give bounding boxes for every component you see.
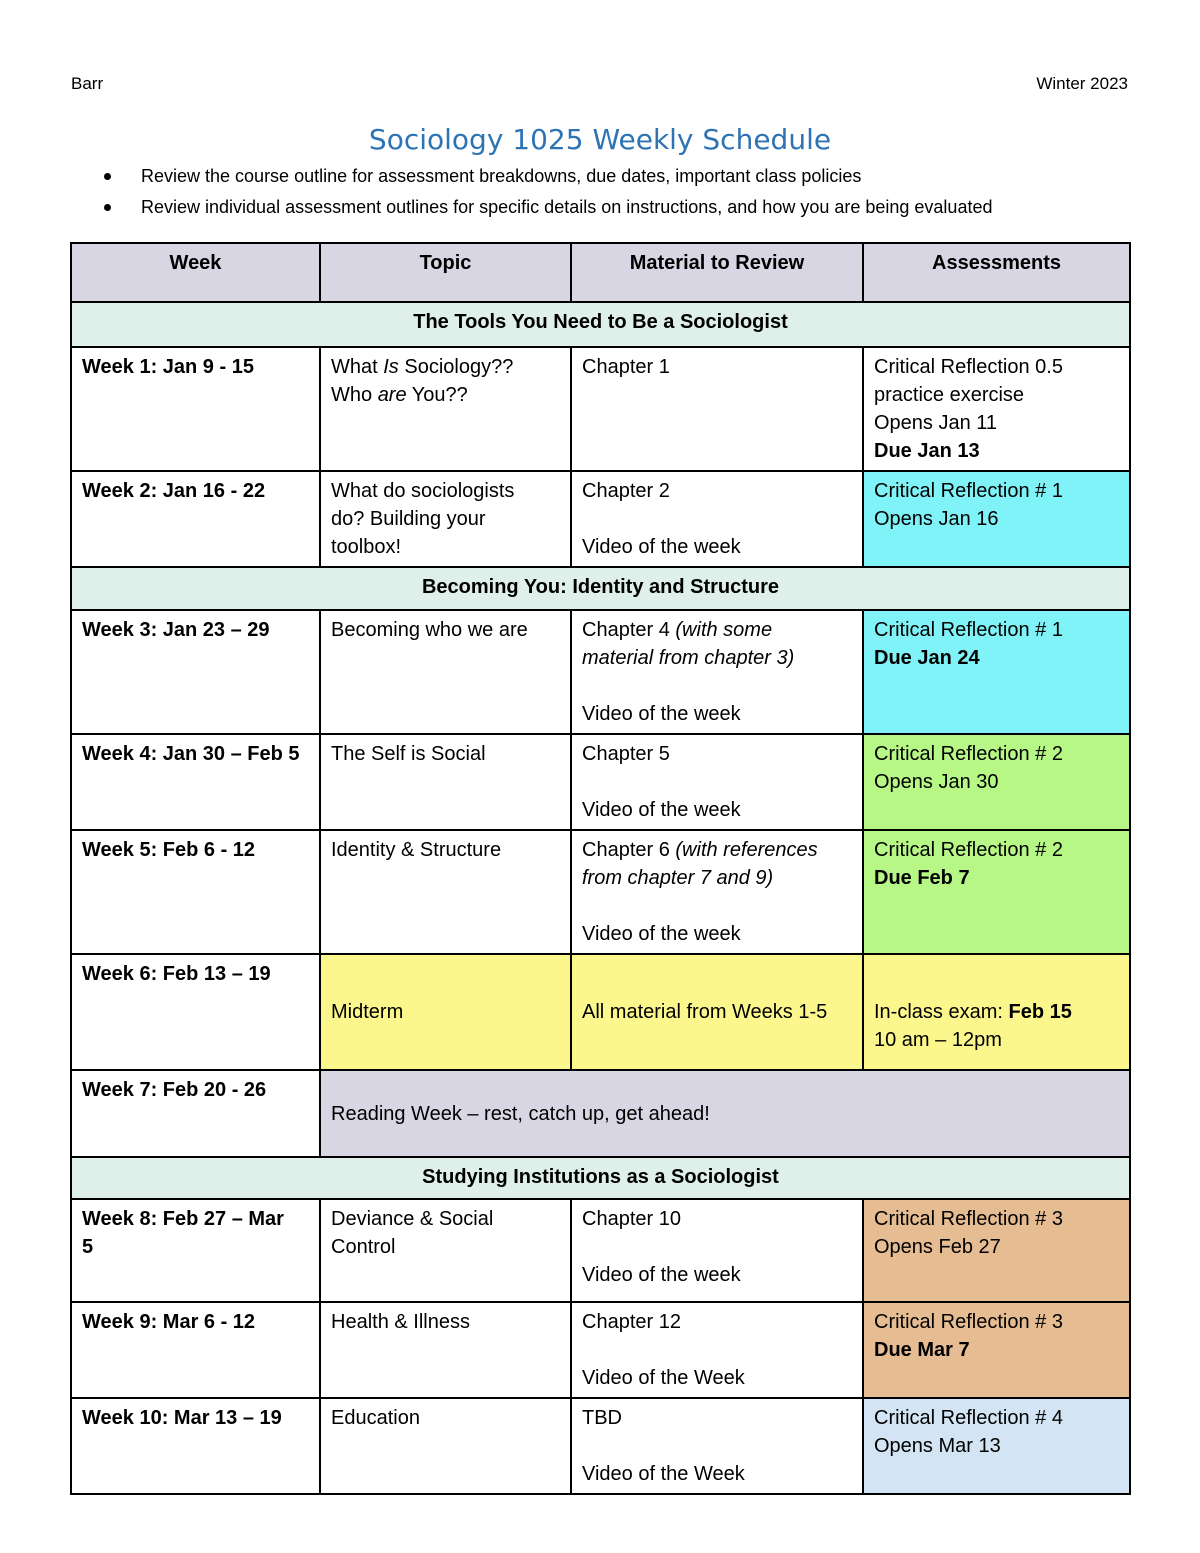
table-row [71,830,1130,954]
week-cell: Week 6: Feb 13 – 19 [71,954,320,1070]
reading-week-cell: Reading Week – rest, catch up, get ahead! [320,1070,1130,1157]
material-cell: Chapter 6 (with references from chapter 7 and 9) Video of the week [571,830,863,954]
week-cell: Week 5: Feb 6 - 12 [71,830,320,954]
table-header-row [71,243,1130,302]
instruction-item [100,162,992,193]
assessment-cell: In-class exam: Feb 15 10 am – 12pm [863,954,1130,1070]
topic-cell: Health & Illness [320,1302,571,1398]
week-cell: Week 4: Jan 30 – Feb 5 [71,734,320,830]
material-cell: Chapter 2 Video of the week [571,471,863,567]
week-cell: Week 1: Jan 9 - 15 [71,347,320,471]
assessment-cell: Critical Reflection # 1 Opens Jan 16 [863,471,1130,567]
assessment-cell: Critical Reflection # 4 Opens Mar 13 [863,1398,1130,1494]
week-cell: Week 7: Feb 20 - 26 [71,1070,320,1157]
table-row [71,1398,1130,1494]
table-row [71,610,1130,734]
table-row [71,347,1130,471]
column-header-week: Week [71,243,320,302]
instruction-text: Review the course outline for assessment breakdowns, due dates, important class policies [141,166,862,186]
assessment-cell: Critical Reflection # 1 Due Jan 24 [863,610,1130,734]
week-cell: Week 2: Jan 16 - 22 [71,471,320,567]
week-cell: Week 10: Mar 13 – 19 [71,1398,320,1494]
page-title: Sociology 1025 Weekly Schedule [368,123,832,156]
assessment-cell: Critical Reflection 0.5 practice exercise Opens Jan 11 Due Jan 13 [863,347,1130,471]
section-title: Studying Institutions as a Sociologist [71,1157,1130,1199]
material-cell: All material from Weeks 1-5 [571,954,863,1070]
topic-cell: Midterm [320,954,571,1070]
topic-cell: What Is Sociology?? Who are You?? [320,347,571,471]
column-header-material: Material to Review [571,243,863,302]
topic-cell: What do sociologists do? Building your toolbox! [320,471,571,567]
material-cell: Chapter 10 Video of the week [571,1199,863,1302]
topic-cell: Deviance & Social Control [320,1199,571,1302]
instruction-item [100,193,992,224]
bullet-icon [104,173,111,180]
table-row [71,1302,1130,1398]
table-row [71,471,1130,567]
week-cell: Week 9: Mar 6 - 12 [71,1302,320,1398]
header-term: Winter 2023 [1036,74,1128,93]
week-cell: Week 3: Jan 23 – 29 [71,610,320,734]
instruction-text: Review individual assessment outlines for specific details on instructions, and how you are being evaluated [141,197,993,217]
table-row [71,1199,1130,1302]
material-cell: TBD Video of the Week [571,1398,863,1494]
section-title: The Tools You Need to Be a Sociologist [71,302,1130,347]
column-header-assessments: Assessments [863,243,1130,302]
material-cell: Chapter 4 (with some material from chapter 3) Video of the week [571,610,863,734]
assessment-cell: Critical Reflection # 2 Due Feb 7 [863,830,1130,954]
header-author: Barr [71,74,104,93]
table-row [71,954,1130,1070]
section-row [71,567,1130,610]
table-row [71,734,1130,830]
section-title: Becoming You: Identity and Structure [71,567,1130,610]
material-cell: Chapter 12 Video of the Week [571,1302,863,1398]
instructions-list [100,162,992,224]
assessment-cell: Critical Reflection # 3 Opens Feb 27 [863,1199,1130,1302]
section-row [71,302,1130,347]
table-row [71,1070,1130,1157]
topic-cell: Identity & Structure [320,830,571,954]
topic-cell: Education [320,1398,571,1494]
section-row [71,1157,1130,1199]
week-cell: Week 8: Feb 27 – Mar 5 [71,1199,320,1302]
material-cell: Chapter 5 Video of the week [571,734,863,830]
topic-cell: The Self is Social [320,734,571,830]
assessment-cell: Critical Reflection # 2 Opens Jan 30 [863,734,1130,830]
column-header-topic: Topic [320,243,571,302]
topic-cell: Becoming who we are [320,610,571,734]
schedule-table [70,242,1131,1495]
bullet-icon [104,204,111,211]
assessment-cell: Critical Reflection # 3 Due Mar 7 [863,1302,1130,1398]
material-cell: Chapter 1 [571,347,863,471]
